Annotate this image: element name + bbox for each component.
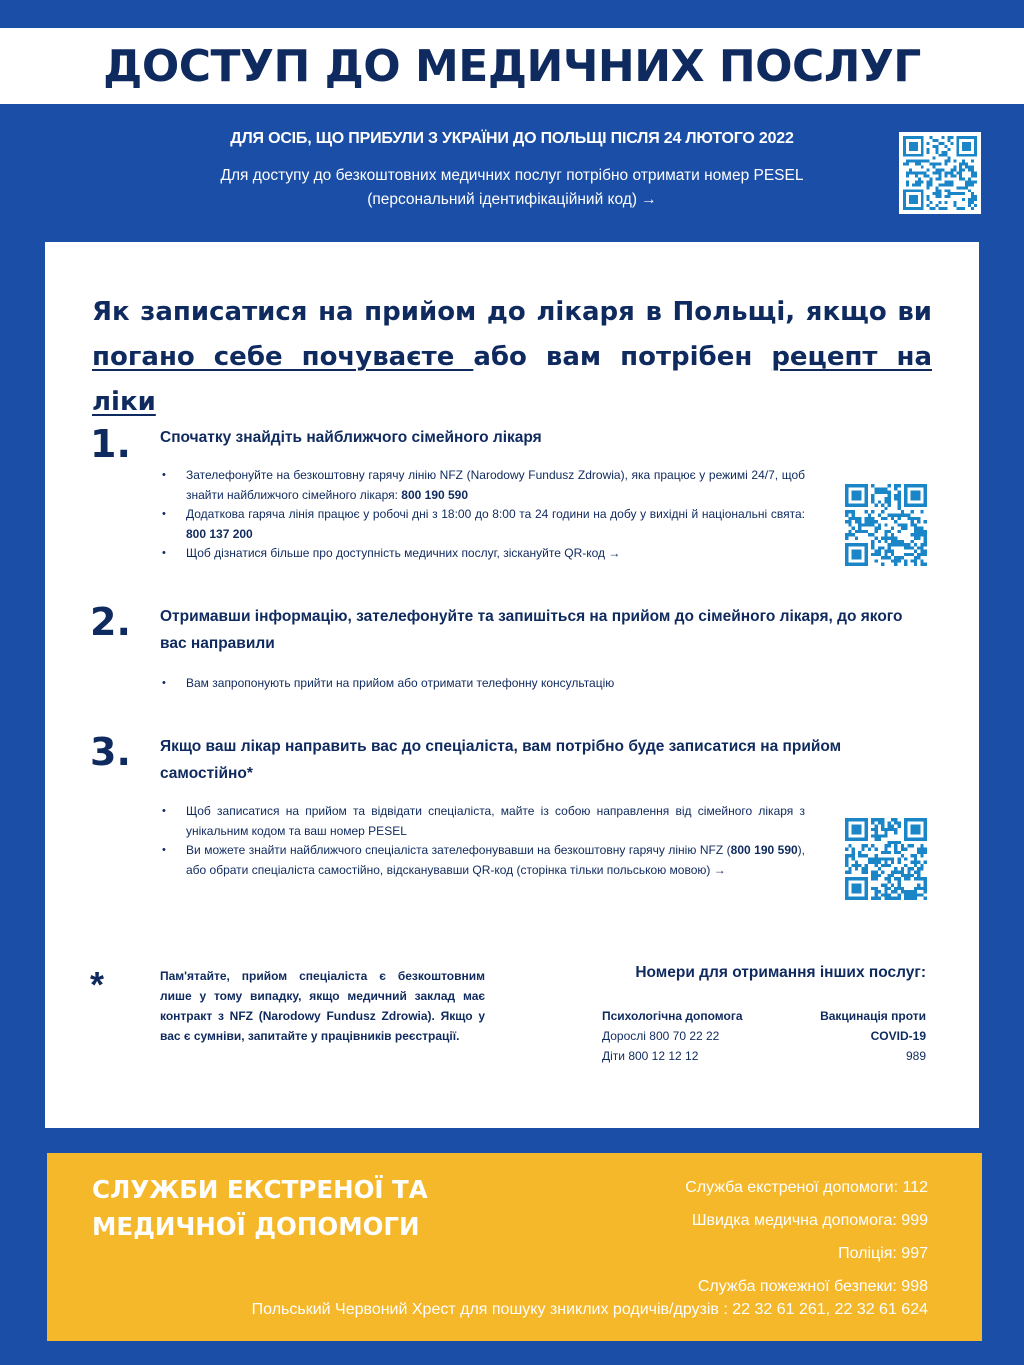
emergency-services-panel: [47, 1153, 982, 1341]
list-item: [160, 841, 805, 880]
step-2-title: Отримавши інформацію, зателефонуйте та запишіться на прийом до сімейного лікаря, до якого вас направили: [160, 608, 903, 652]
psych-heading: Психологічна допомога: [602, 1009, 743, 1023]
other-services-title: Номери для отримання інших послуг:: [635, 964, 926, 981]
card-heading: [92, 290, 932, 425]
intro-block: [100, 130, 924, 212]
step-1-title: Спочатку знайдіть найближчого сімейного лікаря: [160, 429, 542, 446]
list-item-text: Зателефонуйте на безкоштовну гарячу лінію NFZ (Narodowy Fundusz Zdrowia), яка працює у режимі 24/7, щоб знайти найближчого сімейного лікаря:: [186, 468, 805, 502]
heading-text-2: або вам потрібен: [473, 342, 772, 372]
covid-heading-line2: COVID-19: [870, 1029, 926, 1043]
step-2-number: 2.: [90, 600, 131, 644]
asterisk-mark: *: [90, 964, 105, 1005]
hotline-number[interactable]: 800 190 590: [730, 843, 798, 858]
specialist-note: Пам'ятайте, прийом спеціаліста є безкоштовним лише у тому випадку, якщо медичний заклад має контракт з NFZ (Narodowy Fundusz Zdrowia). Якщо у вас є сумніви, запитайте у працівників реєстрації.: [160, 969, 485, 1043]
step-1-list: [160, 466, 805, 564]
emergency-title-line2: МЕДИЧНОЇ ДОПОМОГИ: [92, 1212, 420, 1241]
list-item: [160, 505, 805, 544]
psych-adults-number[interactable]: Дорослі 800 70 22 22: [602, 1029, 720, 1043]
list-item-text: Додаткова гаряча лінія працює у робочі дні з 18:00 до 8:00 та 24 години на добу у вихідні й національні свята:: [186, 507, 805, 522]
heading-underline-feeling-unwell: погано себе почуваєте: [92, 342, 474, 372]
list-item-text: Вам запропонують прийти на прийом або отримати телефонну консультацію: [186, 676, 615, 690]
title-bar: [0, 28, 1024, 104]
qr-code-icon[interactable]: [899, 132, 981, 214]
red-cross-numbers[interactable]: Польський Червоний Хрест для пошуку зниклих родичів/друзів : 22 32 61 261, 22 32 61 624: [251, 1301, 928, 1318]
hotline-number[interactable]: 800 137 200: [186, 526, 253, 541]
heading-underline-prescription: рецепт на ліки: [92, 342, 932, 417]
pesel-description-line2[interactable]: (персональний ідентифікаційний код) →: [367, 191, 657, 208]
pesel-description: [100, 164, 924, 212]
list-item: [160, 544, 805, 564]
emergency-title: [92, 1171, 452, 1245]
page-title: ДОСТУП ДО МЕДИЧНИХ ПОСЛУГ: [103, 40, 921, 92]
covid-number[interactable]: 989: [905, 1049, 926, 1063]
step-3-title: Якщо ваш лікар направить вас до спеціаліста, вам потрібно буде записатися на прийом самостійно*: [160, 738, 842, 782]
covid-heading-line1: Вакцинація проти: [820, 1009, 926, 1023]
list-item: [160, 802, 805, 841]
list-item-text: Щоб дізнатися більше про доступність медичних послуг, зіскануйте QR-код →: [186, 546, 621, 561]
emergency-title-line1: СЛУЖБИ ЕКСТРЕНОЇ ТА: [92, 1175, 428, 1204]
police-number[interactable]: Поліція: 997: [838, 1245, 928, 1262]
fire-service-number[interactable]: Служба пожежної безпеки: 998: [697, 1278, 928, 1295]
step-2-list: [160, 674, 805, 694]
qr-code-icon[interactable]: [845, 818, 927, 900]
psychological-help: [602, 1006, 792, 1066]
list-item-text: ), або обрати спеціаліста самостійно, відсканувавши QR-код (сторінка тільки польською мовою) →: [186, 843, 806, 877]
emergency-number-112[interactable]: Служба екстреної допомоги: 112: [685, 1179, 928, 1196]
info-card: [45, 242, 979, 1128]
step-1-number: 1.: [90, 422, 131, 466]
psych-children-number[interactable]: Діти 800 12 12 12: [602, 1049, 699, 1063]
covid-vaccination: [790, 1006, 926, 1066]
emergency-numbers-list: [685, 1171, 928, 1303]
list-item: [160, 466, 805, 505]
list-item: [160, 674, 805, 694]
subtitle: ДЛЯ ОСІБ, ЩО ПРИБУЛИ З УКРАЇНИ ДО ПОЛЬЩІ ПІСЛЯ 24 ЛЮТОГО 2022: [230, 130, 794, 147]
ambulance-number[interactable]: Швидка медична допомога: 999: [691, 1212, 928, 1229]
hotline-number[interactable]: 800 190 590: [401, 487, 469, 502]
pesel-description-line1: Для доступу до безкоштовних медичних послуг потрібно отримати номер PESEL: [220, 167, 804, 184]
qr-code-icon[interactable]: [845, 484, 927, 566]
step-3-list: [160, 802, 805, 880]
list-item-text: Щоб записатися на прийом та відвідати спеціаліста, майте із собою направлення від сімейного лікаря з унікальним кодом та ваш номер PESEL: [186, 804, 805, 838]
heading-text-1: Як записатися на прийом до лікаря в Польщі, якщо ви: [92, 297, 932, 327]
step-3-number: 3.: [90, 730, 131, 774]
list-item-text: Ви можете знайти найближчого спеціаліста зателефонувавши на безкоштовну гарячу лінію NFZ (: [186, 843, 731, 858]
